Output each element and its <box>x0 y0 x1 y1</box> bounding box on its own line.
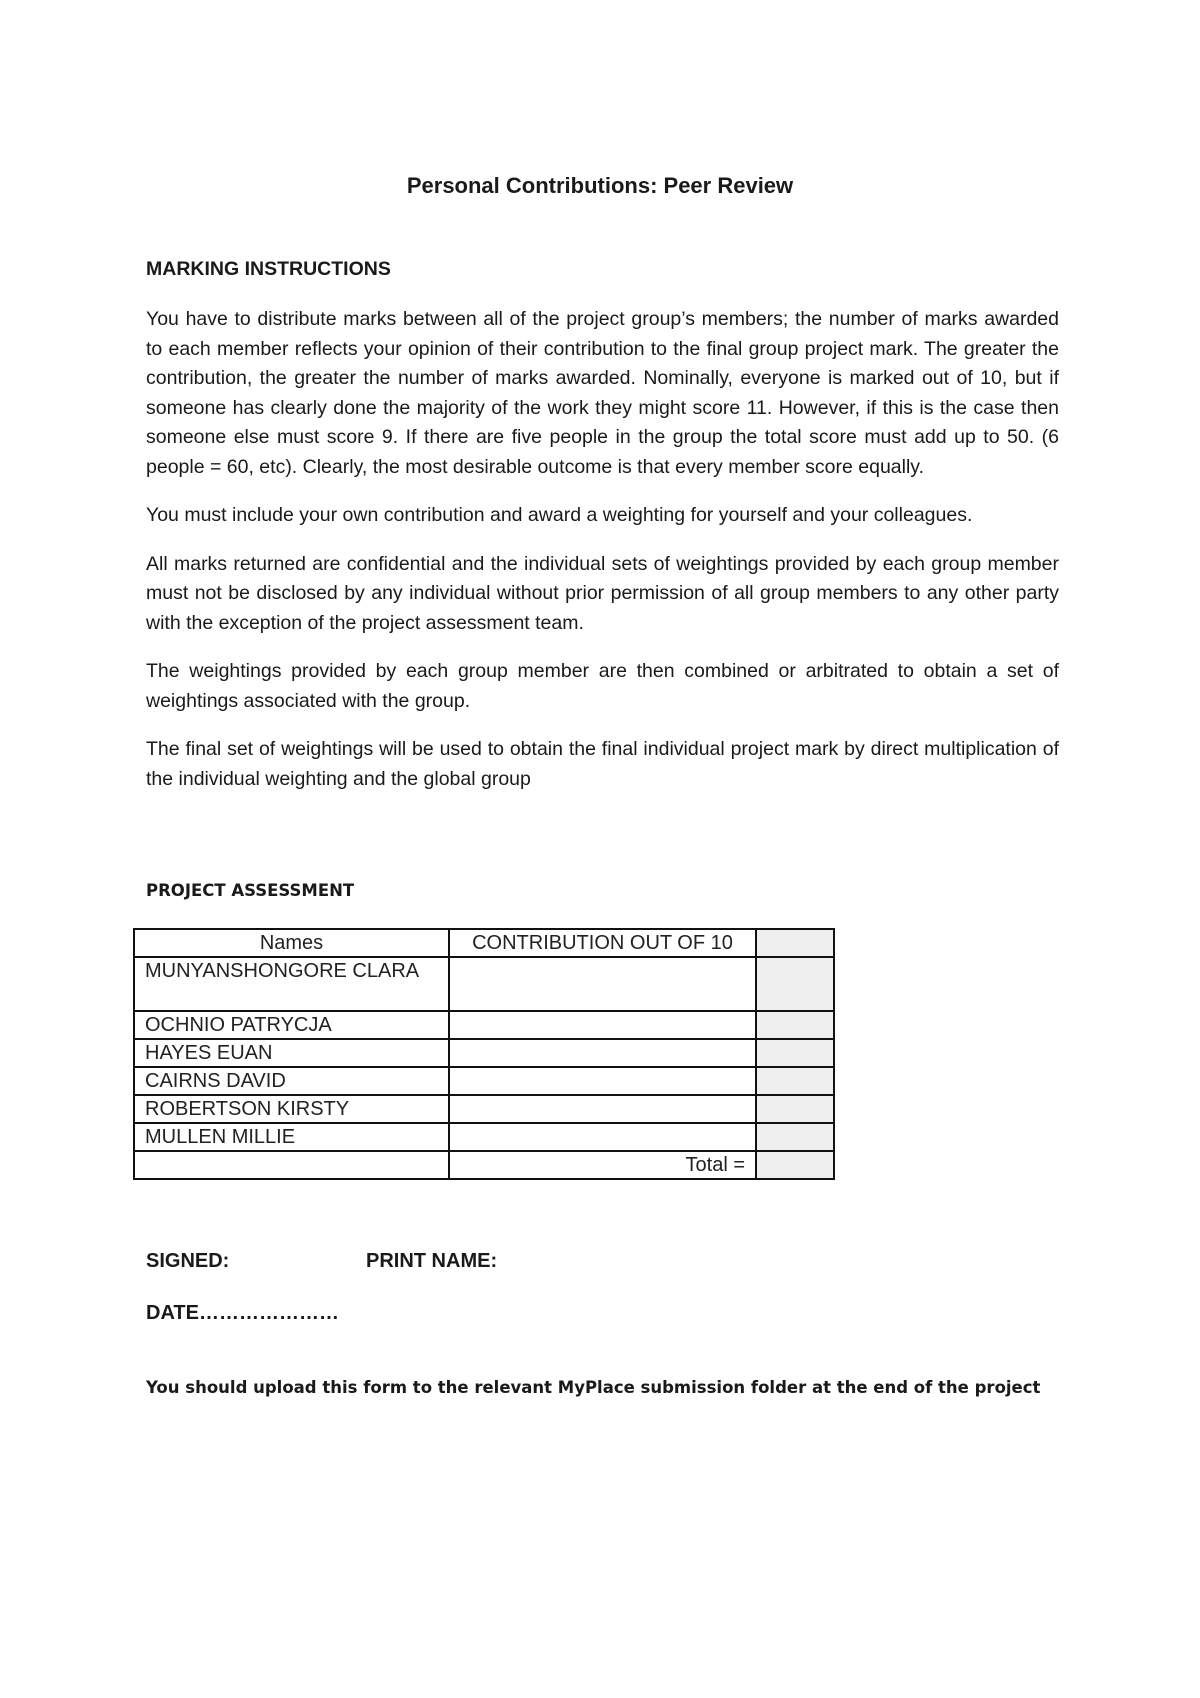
table-row <box>134 1123 834 1151</box>
instructions-paragraph: All marks returned are confidential and the individual sets of weightings provided by each group member must not be disclosed by any individual without prior permission of all group members to any other party with the exception of the project assessment team. <box>146 552 1059 634</box>
member-name-cell: ROBERTSON KIRSTY <box>134 1095 449 1123</box>
contribution-cell[interactable] <box>449 1067 756 1095</box>
instructions-paragraph: You must include your own contribution and award a weighting for yourself and your colleagues. <box>146 504 973 526</box>
total-score-cell[interactable] <box>756 1151 834 1179</box>
contribution-cell[interactable] <box>449 1039 756 1067</box>
member-name-cell: CAIRNS DAVID <box>134 1067 449 1095</box>
page-title: Personal Contributions: Peer Review <box>406 173 794 198</box>
score-cell[interactable] <box>756 1039 834 1067</box>
table-row <box>134 1039 834 1067</box>
upload-instruction: You should upload this form to the relevant MyPlace submission folder at the end of the project <box>146 1378 1041 1397</box>
total-blank-cell <box>134 1151 449 1179</box>
print-name-label: PRINT NAME: <box>366 1250 498 1272</box>
member-name-cell: HAYES EUAN <box>134 1039 449 1067</box>
contribution-cell[interactable] <box>449 1011 756 1039</box>
instructions-paragraph: The weightings provided by each group member are then combined or arbitrated to obtain a set of weightings associated with the group. <box>146 660 1059 712</box>
score-cell[interactable] <box>756 1067 834 1095</box>
contribution-cell[interactable] <box>449 957 756 1011</box>
names-column-header: Names <box>134 929 449 957</box>
assessment-table <box>133 928 835 1180</box>
project-assessment-heading: PROJECT ASSESSMENT <box>146 881 355 900</box>
table-row <box>134 957 834 1011</box>
contribution-column-header: CONTRIBUTION OUT OF 10 <box>449 929 756 957</box>
instructions-paragraph: You have to distribute marks between all of the project group’s members; the number of marks awarded to each member reflects your opinion of their contribution to the final group project mark. The greater the contribution, the greater the number of marks awarded. Nominally, everyone is marked out of 10, but if someone has clearly done the majority of the work they might score 11. However, if this is the case then someone else must score 9. If there are five people in the group the total score must add up to 50. (6 people = 60, etc). Clearly, the most desirable outcome is that every member score equally. <box>146 308 1059 478</box>
signed-label: SIGNED: <box>146 1250 230 1272</box>
table-row <box>134 1011 834 1039</box>
member-name-cell: MUNYANSHONGORE CLARA <box>134 957 449 1011</box>
marking-instructions-heading: MARKING INSTRUCTIONS <box>146 258 391 280</box>
contribution-cell[interactable] <box>449 1095 756 1123</box>
table-row <box>134 1067 834 1095</box>
table-row <box>134 1095 834 1123</box>
score-cell[interactable] <box>756 957 834 1011</box>
instructions-body <box>146 305 1059 813</box>
score-column-header <box>756 929 834 957</box>
table-header-row <box>134 929 834 957</box>
score-cell[interactable] <box>756 1011 834 1039</box>
score-cell[interactable] <box>756 1095 834 1123</box>
member-name-cell: OCHNIO PATRYCJA <box>134 1011 449 1039</box>
date-label: DATE………………… <box>146 1302 339 1324</box>
instructions-paragraph: The final set of weightings will be used to obtain the final individual project mark by direct multiplication of the individual weighting and the global group <box>146 738 1059 790</box>
table-total-row <box>134 1151 834 1179</box>
score-cell[interactable] <box>756 1123 834 1151</box>
total-label: Total = <box>449 1151 756 1179</box>
member-name-cell: MULLEN MILLIE <box>134 1123 449 1151</box>
contribution-cell[interactable] <box>449 1123 756 1151</box>
